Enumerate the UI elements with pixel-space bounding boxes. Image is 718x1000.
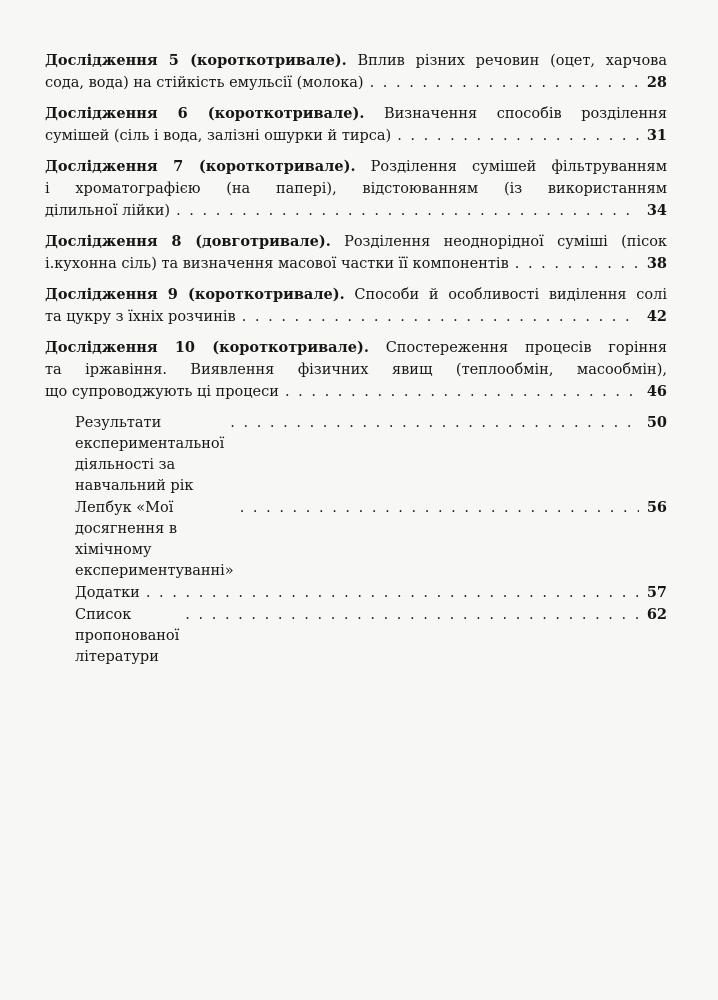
toc-entry-title: Результати експериментальної діяльності за навчальний рік [75, 415, 225, 494]
toc-entry-last-line [45, 125, 667, 147]
toc-entry-title: Додатки [75, 585, 140, 601]
toc-entry-research-9[interactable] [45, 284, 667, 328]
toc-entry-research-6[interactable] [45, 103, 667, 147]
toc-entry-title: і.кухонна сіль) та визначення масової частки її компонентів [45, 256, 509, 272]
toc-entry-title: сода, вода) на стійкість емульсії (молока) [45, 75, 364, 91]
toc-entry-heading: Дослідження 9 (короткотривале). [45, 286, 345, 303]
toc-entry-title: що супроводжують ці процеси [45, 384, 279, 400]
page-number: 31 [646, 127, 667, 144]
toc-entry-heading: Дослідження 8 (довготривале). [45, 233, 331, 250]
toc-entry-line [45, 284, 667, 306]
page-number: 34 [646, 202, 667, 219]
toc-entry-line [45, 337, 667, 359]
table-of-contents [45, 50, 667, 668]
toc-entry-last-line [45, 200, 667, 222]
toc-entry-last-line [45, 381, 667, 403]
leader-dots [185, 605, 639, 626]
toc-entry-line: і хроматографією (на папері), відстоюванням (із використанням [45, 181, 667, 197]
leader-dots [285, 381, 639, 403]
leader-dots [370, 72, 639, 94]
toc-entry-research-5[interactable] [45, 50, 667, 94]
toc-entry-heading: Дослідження 10 (короткотривале). [45, 339, 369, 356]
toc-entry-title: та цукру з їхніх розчинів [45, 309, 236, 325]
page-number: 57 [646, 584, 667, 601]
toc-entry-title: Спостереження процесів горіння [368, 340, 668, 356]
toc-entry-last-line [45, 306, 667, 328]
toc-entry-title: Вплив різних речовин (оцет, харчова [346, 53, 667, 69]
toc-entry-title: Розділення неоднорідної суміші (пісок [330, 234, 667, 250]
toc-entry-literature[interactable] [75, 604, 667, 668]
toc-entry-title: Лепбук «Мої досягнення в хімічному експериментуванні» [75, 500, 234, 579]
leader-dots [240, 498, 639, 519]
leader-dots [515, 253, 639, 275]
toc-entry-line [45, 231, 667, 253]
page-number: 28 [646, 74, 667, 91]
toc-entry-title: ділильної лійки) [45, 203, 171, 219]
toc-entry-lapbook[interactable] [75, 497, 667, 582]
toc-entry-heading: Дослідження 6 (короткотривале). [45, 105, 365, 122]
toc-appendix-list [75, 412, 667, 668]
page-number: 62 [646, 606, 667, 623]
leader-dots [176, 200, 639, 222]
page-number: 56 [646, 499, 667, 516]
page-number: 50 [646, 414, 667, 431]
toc-entry-title: сумішей (сіль і вода, залізні ошурки й тирса) [45, 128, 392, 144]
leader-dots [230, 413, 639, 434]
toc-entry-research-8[interactable] [45, 231, 667, 275]
page-number: 46 [646, 383, 667, 400]
leader-dots [146, 583, 639, 604]
toc-entry-title: Способи й особливості виділення солі [344, 287, 667, 303]
toc-entry-title: Визначення способів розділення [364, 106, 667, 122]
toc-entry-research-7[interactable] [45, 156, 667, 222]
toc-entry-research-10[interactable] [45, 337, 667, 403]
toc-entry-title: Розділення сумішей фільтруванням [355, 159, 667, 175]
toc-entry-line [45, 50, 667, 72]
leader-dots [242, 306, 639, 328]
toc-entry-appendices[interactable] [75, 582, 667, 604]
toc-entry-line: та іржавіння. Виявлення фізичних явищ (теплообмін, масообмін), [45, 362, 667, 378]
toc-entry-line [45, 103, 667, 125]
leader-dots [397, 125, 639, 147]
toc-entry-results[interactable] [75, 412, 667, 497]
toc-entry-last-line [45, 253, 667, 275]
toc-entry-heading: Дослідження 5 (короткотривале). [45, 52, 347, 69]
page-number: 38 [646, 255, 667, 272]
toc-entry-line [45, 156, 667, 178]
toc-entry-title: Список пропонованої літератури [75, 607, 180, 665]
page-number: 42 [646, 308, 667, 325]
toc-entry-heading: Дослідження 7 (короткотривале). [45, 158, 356, 175]
toc-entry-last-line [45, 72, 667, 94]
